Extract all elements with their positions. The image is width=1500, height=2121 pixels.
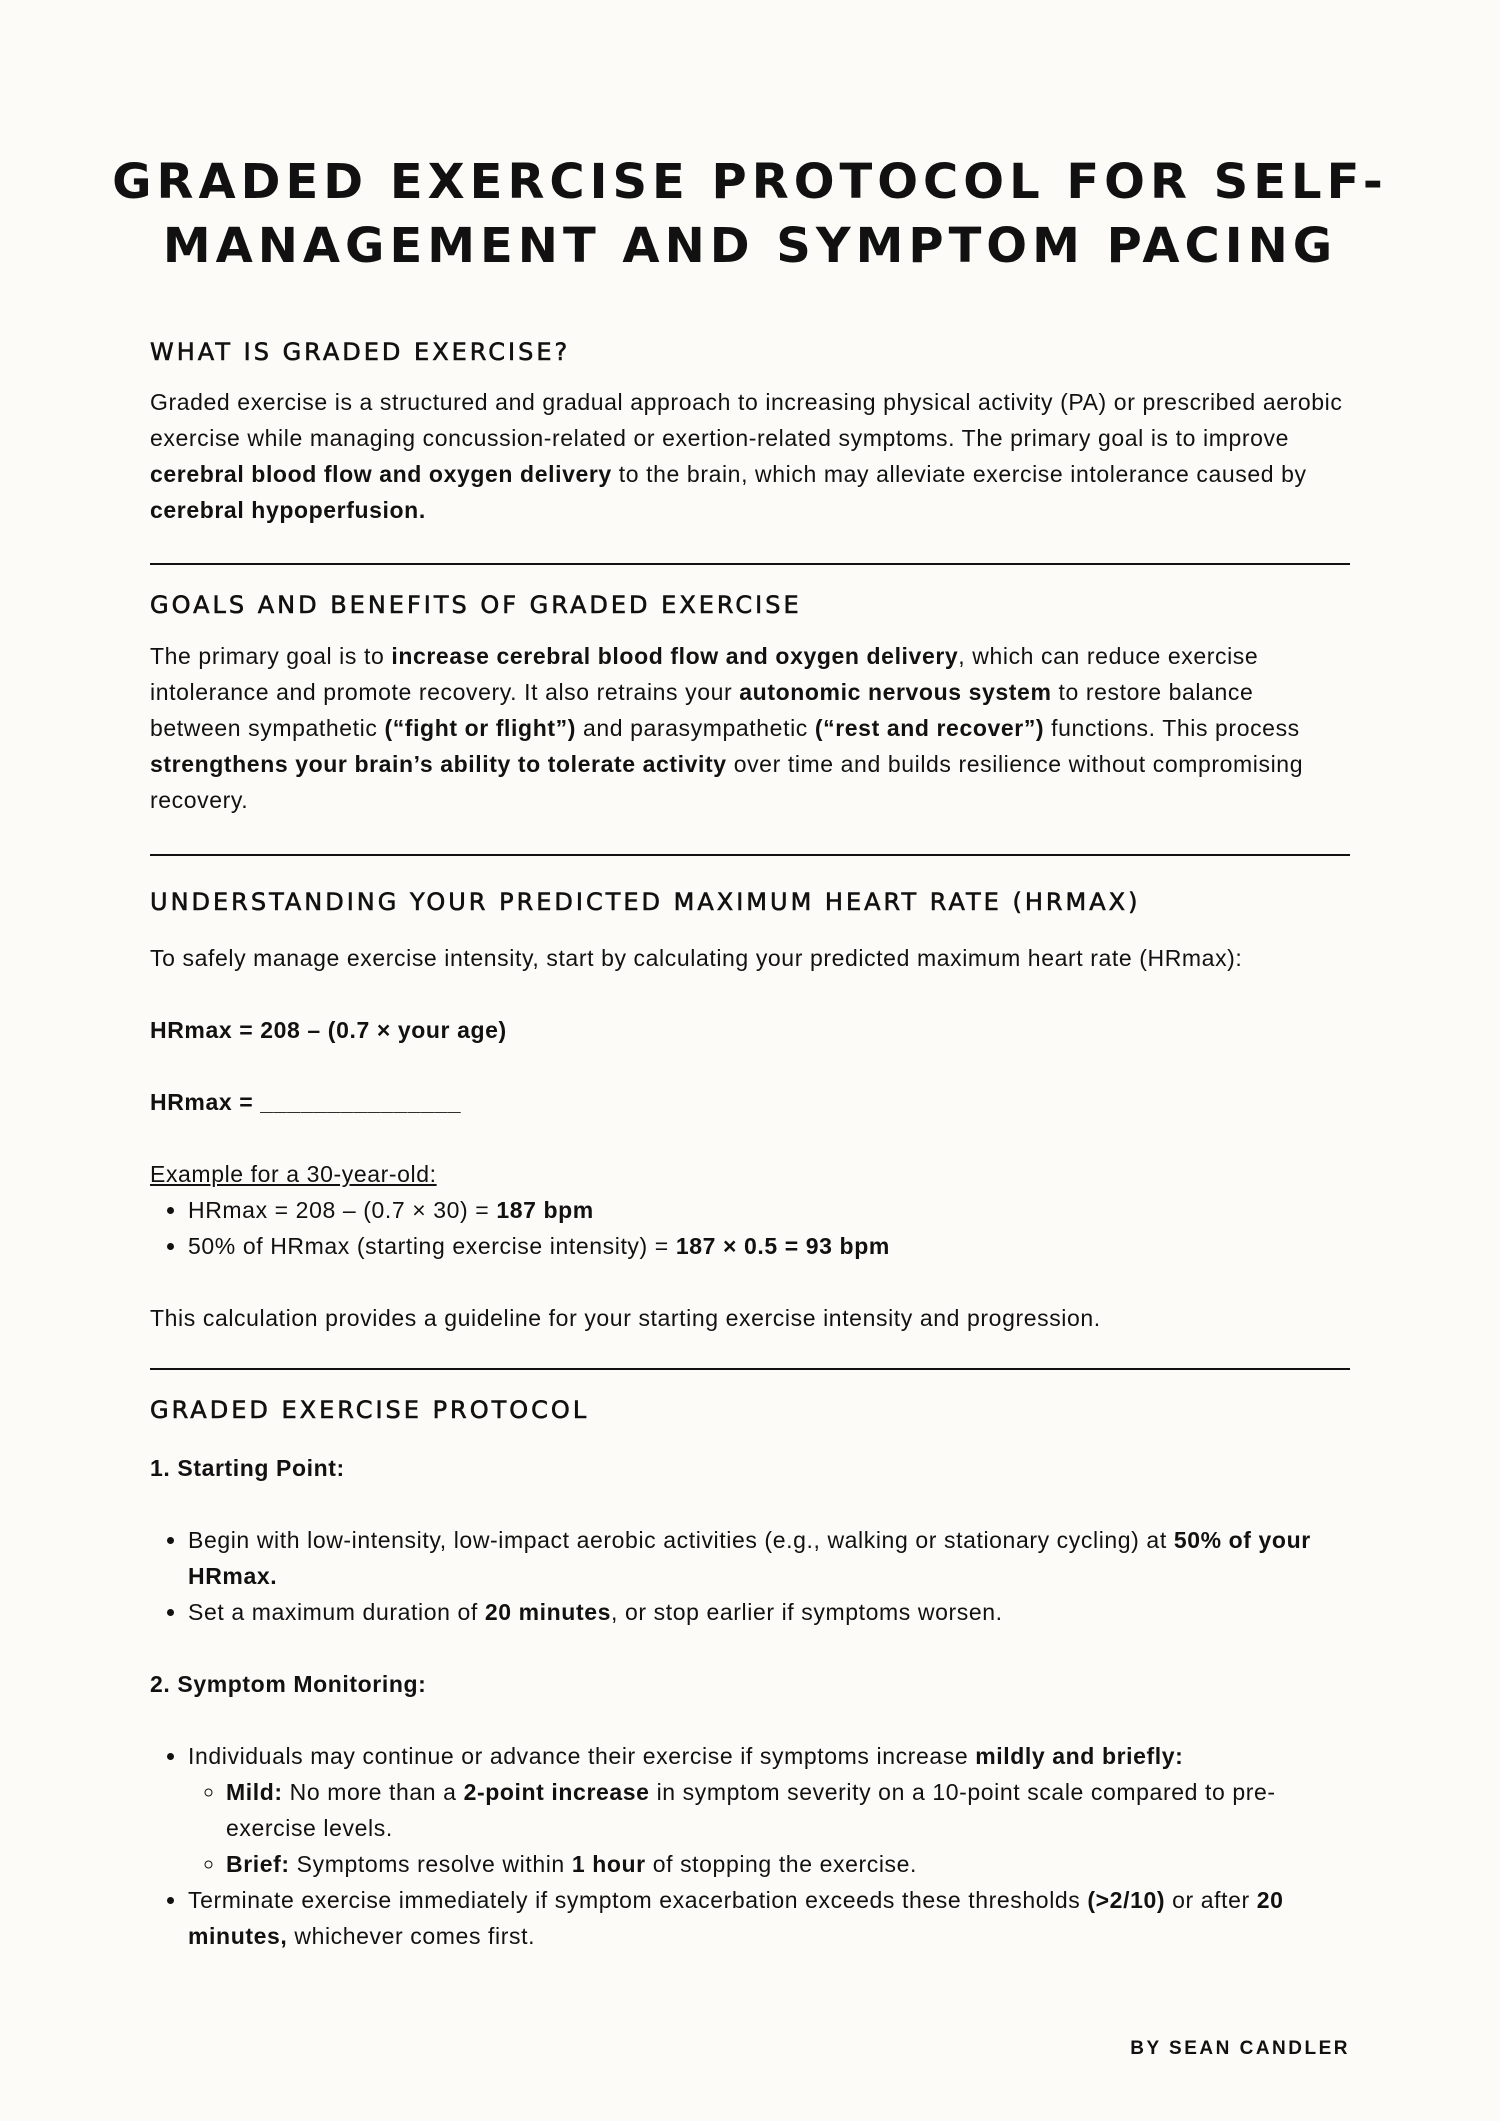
list-item [188, 1738, 1350, 1882]
list-item [188, 1228, 1350, 1264]
list-item [188, 1522, 1350, 1594]
bold-text: 50% of your HRmax. [188, 1527, 1311, 1589]
divider [150, 854, 1350, 856]
list-item-mild [226, 1774, 1350, 1846]
divider [150, 1368, 1350, 1370]
bold-text: (“fight or flight”) [384, 715, 576, 741]
list-item [188, 1192, 1350, 1228]
text: , which can reduce exercise intolerance and promote recovery. It also retrains your [150, 643, 1259, 705]
section-heading-protocol: GRADED EXERCISE PROTOCOL [150, 1396, 590, 1424]
text: whichever comes first. [287, 1923, 536, 1949]
section-heading-goals: GOALS AND BENEFITS OF GRADED EXERCISE [150, 591, 802, 619]
text: functions. This process [1044, 715, 1300, 741]
subheading-starting-point [150, 1450, 1350, 1486]
text: Set a maximum duration of [188, 1599, 485, 1625]
bold-text: 187 × 0.5 = 93 bpm [675, 1233, 890, 1259]
section-paragraph-goals [150, 638, 1350, 818]
bold-text: strengthens your brain’s ability to tolerate activity [150, 751, 727, 777]
bold-text: HRmax = 208 – (0.7 × your age) [150, 1017, 507, 1043]
divider [150, 563, 1350, 565]
text: or after [1165, 1887, 1257, 1913]
title-line-2: MANAGEMENT AND SYMPTOM PACING [162, 218, 1338, 274]
text: Terminate exercise immediately if symptom exacerbation exceeds these thresholds [188, 1887, 1088, 1913]
text: to restore balance between sympathetic [150, 679, 1254, 741]
list-item-brief [226, 1846, 1350, 1882]
list-item [188, 1882, 1350, 1954]
bold-text: cerebral hypoperfusion. [150, 497, 426, 523]
subheading-symptom-monitoring [150, 1666, 1350, 1702]
example-list [150, 1192, 1350, 1264]
bold-text: 1 hour [571, 1851, 646, 1877]
bold-text: 20 minutes, [188, 1887, 1284, 1949]
bold-text: 1. Starting Point: [150, 1455, 345, 1481]
bold-text: HRmax = _______________ [150, 1089, 462, 1115]
hrmax-intro: To safely manage exercise intensity, start by calculating your predicted maximum heart rate (HRmax): [150, 945, 1243, 971]
text: of stopping the exercise. [645, 1851, 918, 1877]
text: The primary goal is to [150, 643, 392, 669]
document-body [150, 336, 1350, 1954]
symptom-monitoring-list [150, 1738, 1350, 1954]
text: 50% of HRmax (starting exercise intensity) = [188, 1233, 676, 1259]
hrmax-note: This calculation provides a guideline for your starting exercise intensity and progression. [150, 1305, 1101, 1331]
nested-list [188, 1774, 1350, 1882]
bold-text: mildly and briefly: [975, 1743, 1184, 1769]
text: to the brain, which may alleviate exercise intolerance caused by [611, 461, 1307, 487]
hrmax-blank-field [150, 1084, 1350, 1120]
section-heading-what-is: WHAT IS GRADED EXERCISE? [150, 338, 571, 366]
starting-point-list [150, 1522, 1350, 1630]
bold-text: increase cerebral blood flow and oxygen delivery [391, 643, 959, 669]
list-item [188, 1594, 1350, 1630]
bold-text: 2-point increase [463, 1779, 650, 1805]
text: HRmax = 208 – (0.7 × 30) = [188, 1197, 497, 1223]
page-title [100, 150, 1400, 278]
text: over time and builds resilience without compromising recovery. [150, 751, 1304, 813]
example-label: Example for a 30-year-old: [150, 1161, 437, 1187]
title-line-1: GRADED EXERCISE PROTOCOL FOR SELF- [112, 154, 1388, 210]
bold-text: autonomic nervous system [739, 679, 1052, 705]
text: Graded exercise is a structured and gradual approach to increasing physical activity (PA) or prescribed aerobic exercise while managing concussion-related or exertion-related symptoms. The primary goal is to improve [150, 389, 1343, 451]
bold-text: 20 minutes [484, 1599, 611, 1625]
text: No more than a [282, 1779, 464, 1805]
bold-text: (“rest and recover”) [814, 715, 1045, 741]
bold-text: 187 bpm [496, 1197, 594, 1223]
section-heading-hrmax: UNDERSTANDING YOUR PREDICTED MAXIMUM HEART RATE (HRMAX) [150, 888, 1141, 916]
bold-text: Brief: [226, 1851, 290, 1877]
bold-text: (>2/10) [1087, 1887, 1166, 1913]
bold-text: Mild: [226, 1779, 283, 1805]
text: Individuals may continue or advance their exercise if symptoms increase [188, 1743, 976, 1769]
text: in symptom severity on a 10-point scale compared to pre-exercise levels. [226, 1779, 1276, 1841]
bold-text: cerebral blood flow and oxygen delivery [150, 461, 612, 487]
hrmax-formula [150, 1012, 1350, 1048]
text: , or stop earlier if symptoms worsen. [611, 1599, 1003, 1625]
text: Symptoms resolve within [289, 1851, 572, 1877]
text: Begin with low-intensity, low-impact aerobic activities (e.g., walking or stationary cycling) at [188, 1527, 1174, 1553]
author-byline: BY SEAN CANDLER [1130, 2038, 1350, 2059]
text: and parasympathetic [575, 715, 815, 741]
section-paragraph-what-is [150, 384, 1350, 528]
bold-text: 2. Symptom Monitoring: [150, 1671, 427, 1697]
